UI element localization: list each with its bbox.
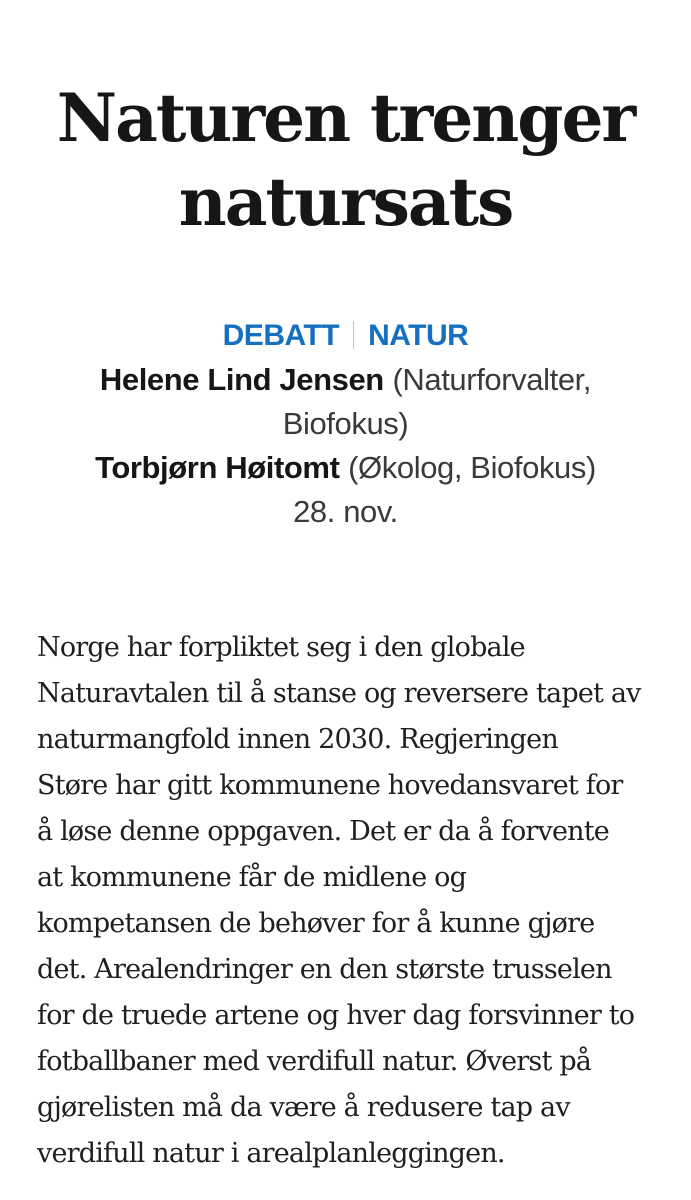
body-line: naturmangfold innen 2030. Regjeringen bbox=[37, 724, 558, 755]
author-name[interactable]: Torbjørn Høitomt bbox=[95, 450, 340, 485]
tag-divider bbox=[353, 321, 354, 349]
body-line: at kommunene får de midlene og bbox=[37, 862, 467, 893]
author-byline bbox=[40, 358, 651, 402]
tag-natur[interactable]: NATUR bbox=[368, 319, 469, 352]
headline bbox=[20, 76, 671, 244]
body-line: Støre har gitt kommunene hovedansvaret for bbox=[37, 770, 623, 801]
headline-line: Naturen trenger bbox=[56, 79, 635, 157]
author-name[interactable]: Helene Lind Jensen bbox=[99, 362, 384, 397]
publish-date: 28. nov. bbox=[293, 494, 398, 529]
author-role: (Naturforvalter, bbox=[392, 362, 592, 397]
body-line: Norge har forpliktet seg i den globale bbox=[37, 632, 525, 663]
author-byline bbox=[40, 446, 651, 490]
body-line: det. Arealendringer en den største trusselen bbox=[37, 954, 612, 985]
tag-debatt[interactable]: DEBATT bbox=[222, 319, 340, 352]
body-line: kompetansen de behøver for å kunne gjøre bbox=[37, 908, 595, 939]
body-line: verdifull natur i arealplanleggingen. bbox=[37, 1138, 505, 1169]
body-line: Naturavtalen til å stanse og reversere tapet av bbox=[37, 678, 641, 709]
body-line: gjørelisten må da være å redusere tap av bbox=[37, 1092, 570, 1123]
body-line: fotballbaner med verdifull natur. Øverst på bbox=[37, 1046, 592, 1077]
body-line: for de truede artene og hver dag forsvinner to bbox=[37, 1000, 635, 1031]
article-body bbox=[37, 625, 667, 1177]
author-byline-continued bbox=[40, 402, 651, 446]
author-role: Biofokus) bbox=[282, 406, 409, 441]
author-role: (Økolog, Biofokus) bbox=[348, 450, 596, 485]
article-meta bbox=[40, 312, 651, 534]
headline-line: natursats bbox=[178, 163, 513, 241]
tag-list bbox=[40, 312, 651, 358]
body-line: å løse denne oppgaven. Det er da å forvente bbox=[37, 816, 609, 847]
